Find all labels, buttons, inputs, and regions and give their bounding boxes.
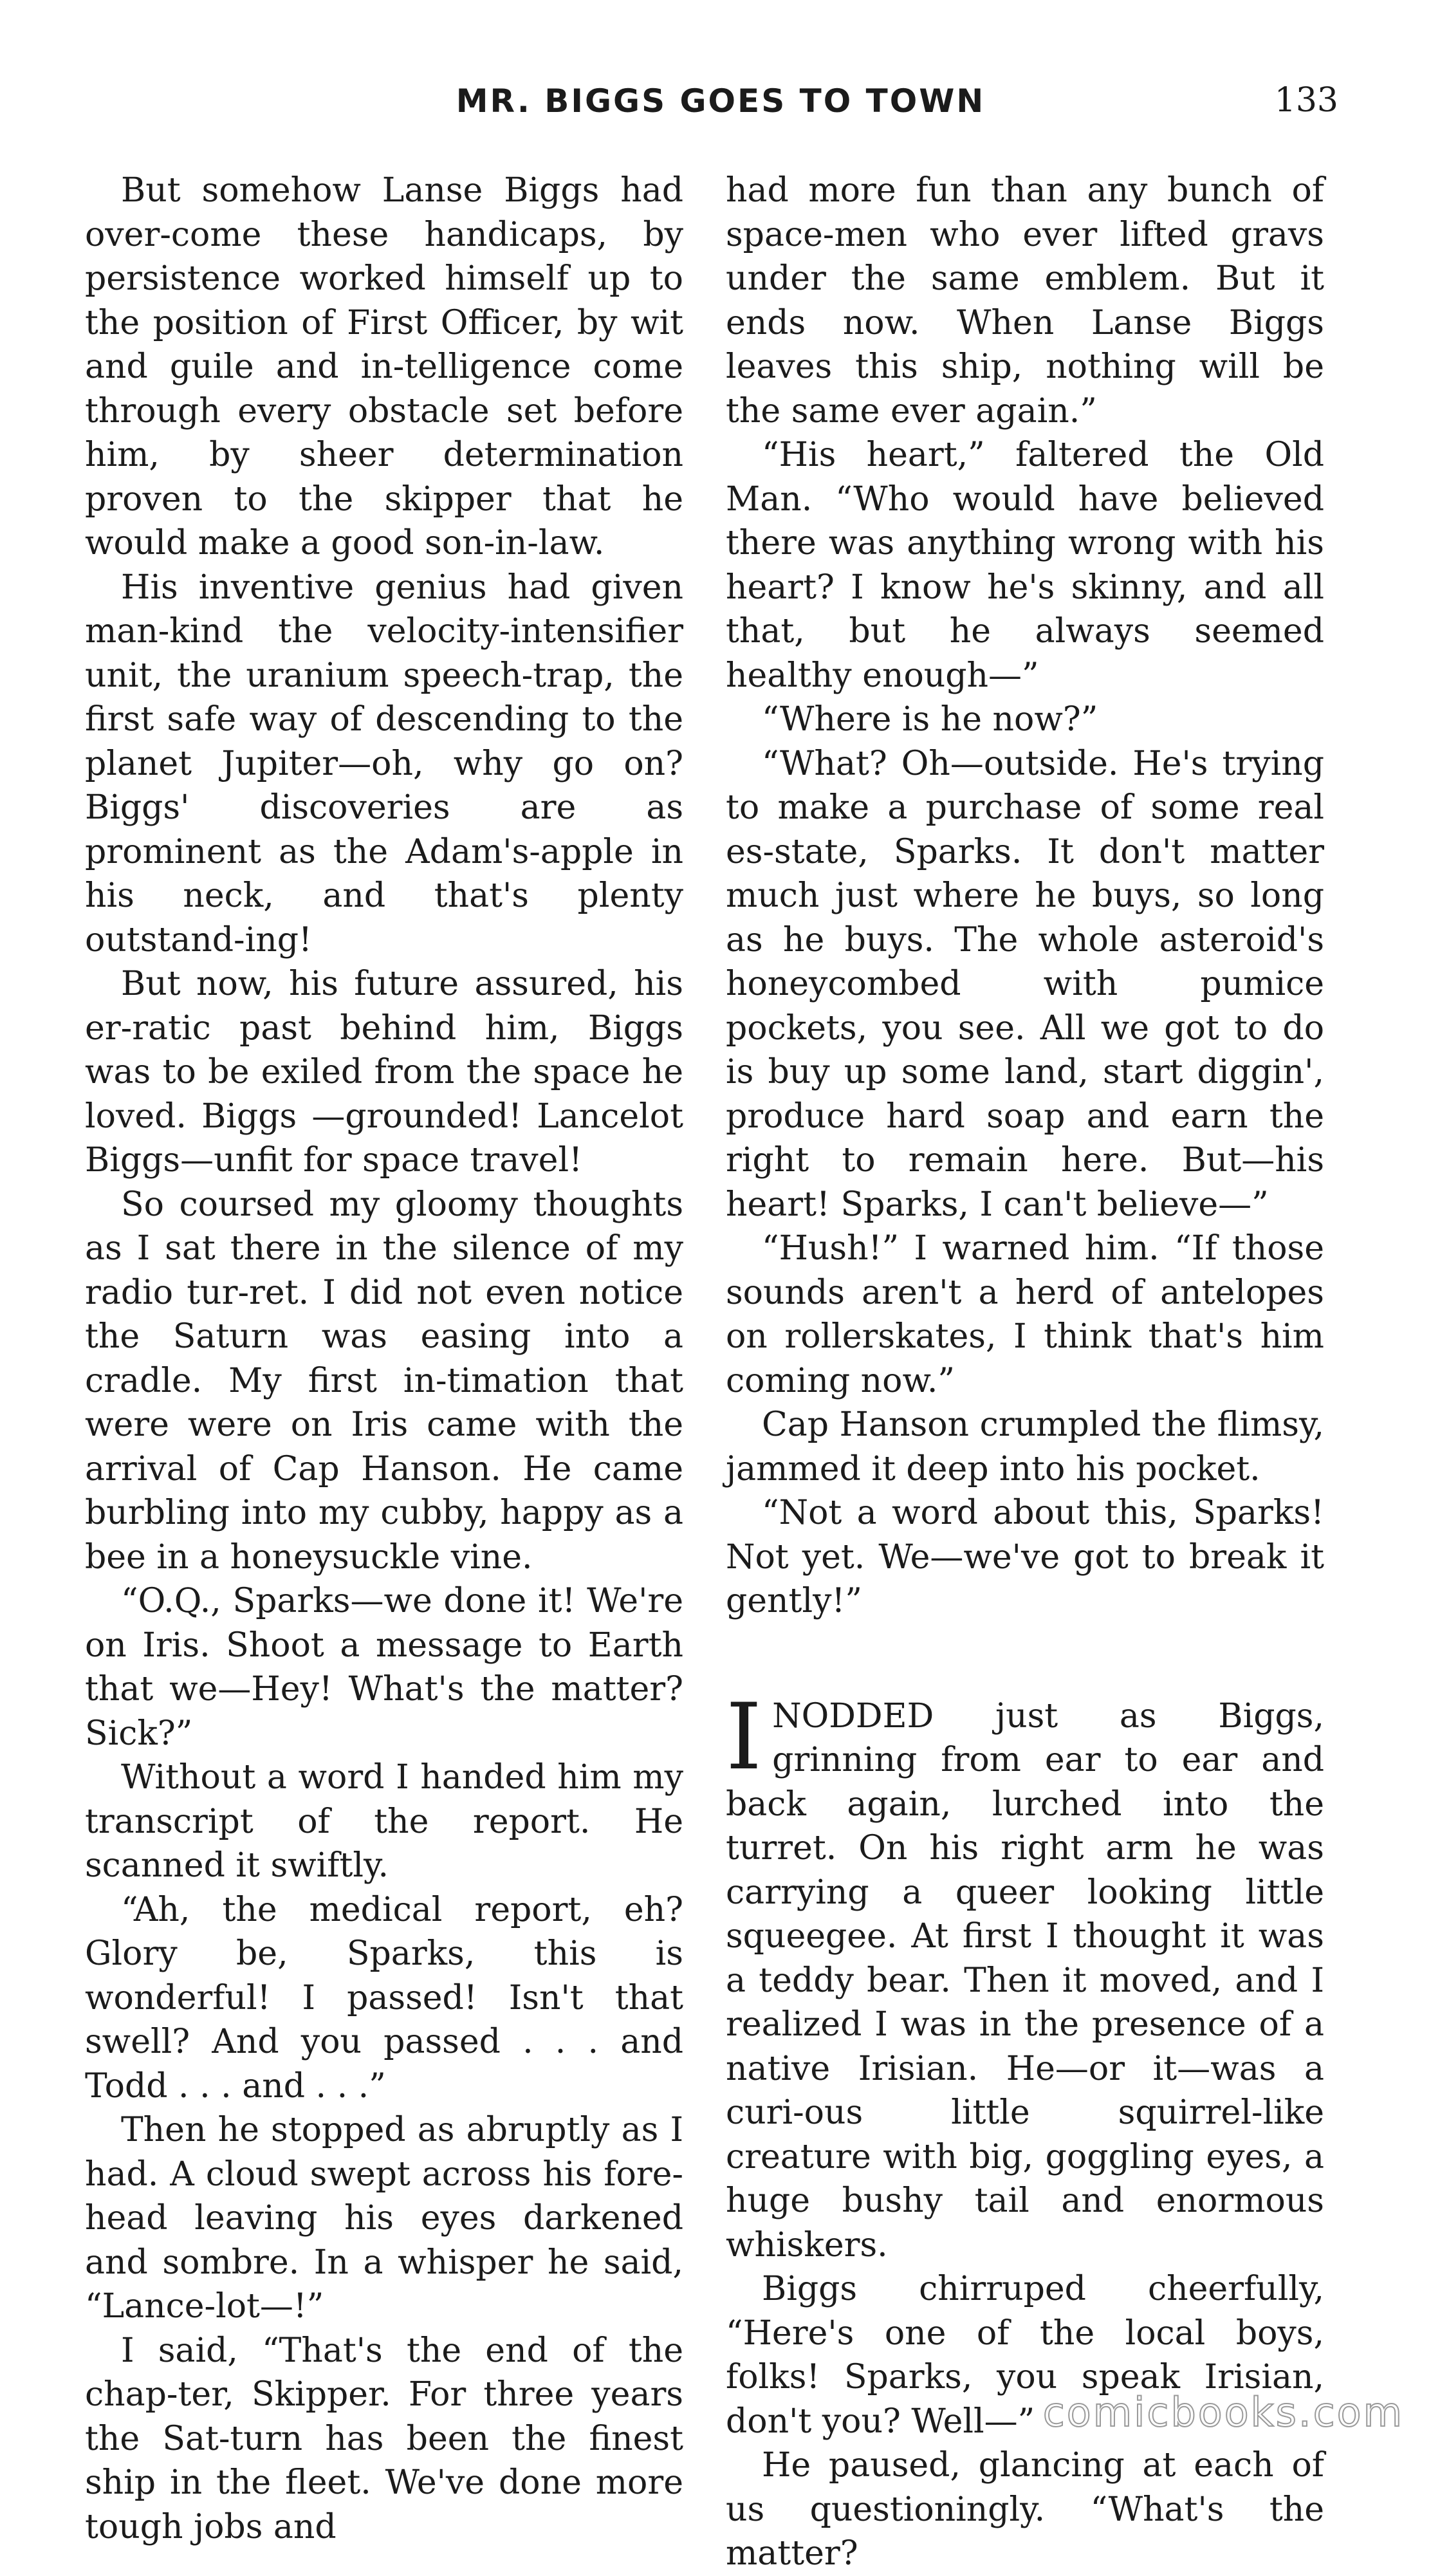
paragraph: Biggs chirruped cheerfully, “Here's one of the local boys, folks! Sparks, you speak Irisian, don't you? Well—” — [726, 2270, 1324, 2441]
paragraph: So coursed my gloomy thoughts as I sat there in the silence of my radio tur-ret. I did not even notice the Saturn was easing into a cradle. My first in-timation that were were on Iris came with the arrival of Cap Hanson. He came burbling into my cubby, happy as a bee in a honeysuckle vine. — [85, 1185, 683, 1577]
paragraph: Cap Hanson crumpled the flimsy, jammed it deep into his pocket. — [726, 1405, 1324, 1488]
paragraph: But somehow Lanse Biggs had over-come these handicaps, by persistence worked himself up to the position of First Officer, by wit and guile and in-telligence come through every obstacle set before him, by sheer determination proven to the skipper that he would make a good son-in-law. — [85, 171, 683, 562]
paragraph: “Where is he now?” — [762, 700, 1098, 739]
running-title: MR. BIGGS GOES TO TOWN — [456, 82, 986, 120]
paragraph: “Hush!” I warned him. “If those sounds aren't a herd of antelopes on rollerskates, I think that's him coming now.” — [726, 1229, 1324, 1400]
paragraph: “His heart,” faltered the Old Man. “Who would have believed there was anything wrong with his heart? I know he's skinny, and all that, but he always seemed healthy enough—” — [726, 436, 1324, 695]
paragraph: “O.Q., Sparks—we done it! We're on Iris. Shoot a message to Earth that we—Hey! What's the matter? Sick?” — [85, 1582, 683, 1753]
drop-cap: I — [726, 1683, 762, 1790]
paragraph: had more fun than any bunch of space-men who ever lifted gravs under the same emblem. But it ends now. When Lanse Biggs leaves this ship, nothing will be the same ever again.” — [726, 171, 1324, 431]
paragraph: But now, his future assured, his er-ratic past behind him, Biggs was to be exiled from the space he loved. Biggs —grounded! Lancelot Biggs—unfit for space travel! — [85, 965, 683, 1180]
section-opening-text: NODDED just as Biggs, grinning from ear to ear and back again, lurched into the turret. On his right arm he was carrying a queer looking little squeegee. At first I thought it was a teddy bear. Then it moved, and I realized I was in the presence of a native Irisian. He—or it—was a curi-ous little squirrel-like creature with big, goggling eyes, a huge bushy tail and enormous whiskers. — [726, 1696, 1324, 2265]
paragraph: “Not a word about this, Sparks! Not yet. We—we've got to break it gently!” — [726, 1494, 1324, 1620]
right-column — [726, 169, 1324, 2576]
section-opening — [726, 1683, 1324, 2268]
paragraph: I said, “That's the end of the chap-ter, Skipper. For three years the Sat-turn has been the finest ship in the fleet. We've done more tough jobs and — [85, 2331, 683, 2546]
paragraph: Without a word I handed him my transcript of the report. He scanned it swiftly. — [85, 1758, 683, 1885]
paragraph: “What? Oh—outside. He's trying to make a purchase of some real es-state, Sparks. It don't matter much just where he buys, so long as he buys. The whole asteroid's honeycombed with pumice pockets, you see. All we got to do is buy up some land, start diggin', produce hard soap and earn the right to remain here. But—his heart! Sparks, I can't believe—” — [726, 744, 1324, 1224]
paragraph: Then he stopped as abruptly as I had. A cloud swept across his fore-head leaving his eyes darkened and sombre. In a whisper he said, “Lance-lot—!” — [85, 2111, 683, 2326]
paragraph: “Ah, the medical report, eh? Glory be, Sparks, this is wonderful! I passed! Isn't that swell? And you passed . . . and Todd . . . and . . .” — [85, 1890, 683, 2106]
paragraph: His inventive genius had given man-kind the velocity-intensifier unit, the uranium speech-trap, the first safe way of descending to the planet Jupiter—oh, why go on? Biggs' discoveries are as prominent as the Adam's-apple in his neck, and that's plenty outstand-ing! — [85, 568, 683, 959]
left-column — [85, 169, 683, 2549]
page-number: 133 — [1274, 81, 1338, 120]
watermark: comicbooks.com — [1042, 2389, 1404, 2436]
running-header — [90, 77, 1351, 135]
paragraph: He paused, glancing at each of us questioningly. “What's the matter? — [726, 2446, 1324, 2573]
